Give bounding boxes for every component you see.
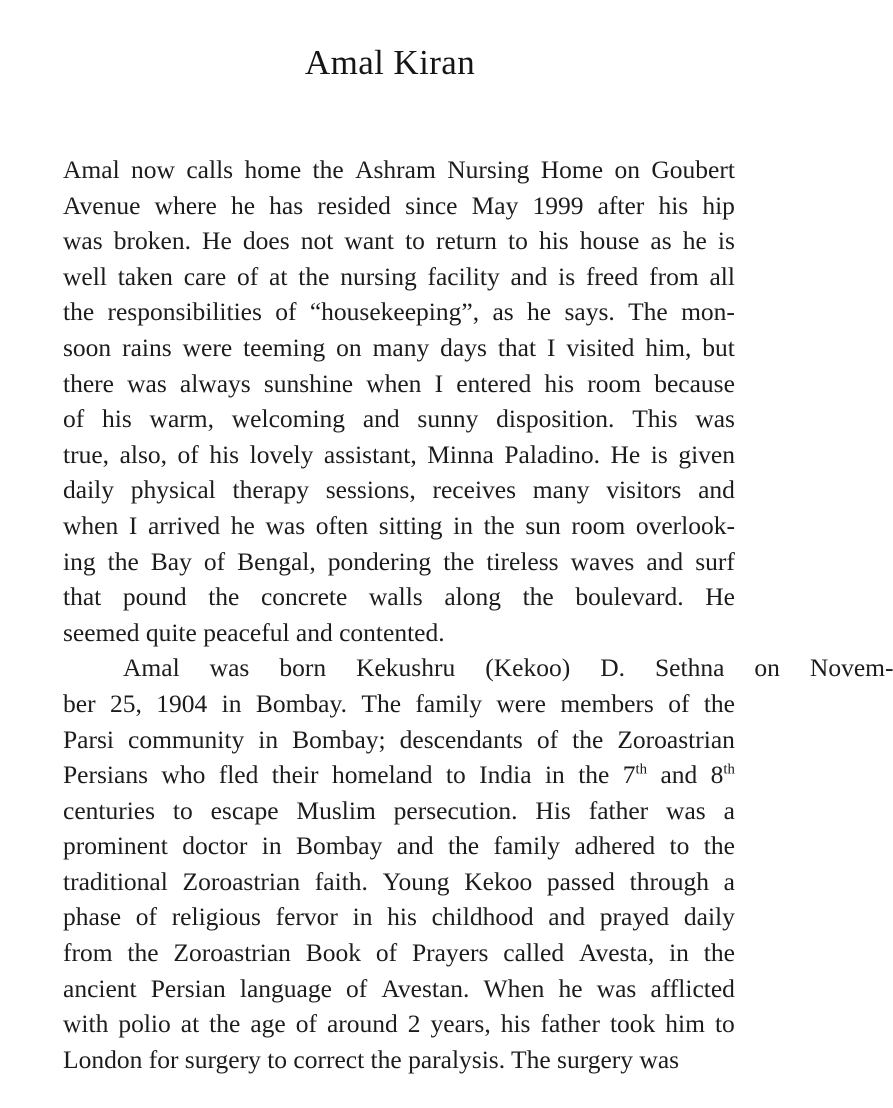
word: doctor — [182, 831, 248, 861]
text-line — [63, 828, 735, 864]
word: was — [695, 404, 735, 434]
word: 8th — [710, 760, 735, 790]
word: Bombay — [295, 831, 383, 861]
word: where — [154, 190, 217, 220]
text-line — [63, 330, 735, 366]
word: with — [63, 1009, 109, 1039]
word: He — [610, 439, 641, 469]
word: given — [678, 439, 735, 469]
word: therapy — [232, 475, 309, 505]
word: Nursing — [447, 155, 530, 184]
word: Zoroastrian — [182, 866, 301, 896]
word: fervor — [275, 902, 338, 932]
word: Goubert — [651, 155, 735, 184]
text-line — [63, 757, 735, 793]
word: after — [597, 190, 645, 220]
word: Novem- — [809, 653, 893, 683]
word: but — [702, 332, 735, 362]
word: as — [492, 297, 514, 327]
word: assistant, — [323, 439, 417, 469]
word: he — [558, 973, 583, 1003]
word: many — [532, 475, 590, 505]
word: sitting — [378, 510, 443, 540]
word: Kekoo — [464, 866, 533, 896]
text-line — [63, 508, 735, 544]
word: room — [571, 510, 626, 540]
word: the — [63, 297, 95, 327]
word: Home — [540, 155, 604, 184]
word: in — [258, 724, 279, 754]
text-line — [63, 472, 735, 508]
text-line: seemed quite peaceful and contented. — [63, 617, 445, 647]
word: resided — [317, 190, 391, 220]
word: is — [558, 261, 576, 291]
word: now — [131, 155, 175, 184]
word: Bombay; — [292, 724, 386, 754]
text-line — [63, 188, 735, 224]
word: the — [298, 261, 330, 291]
word: ancient — [63, 973, 137, 1003]
word: language — [239, 973, 332, 1003]
word: calls — [186, 155, 234, 184]
word: years, — [430, 1009, 491, 1039]
word: soon — [63, 332, 112, 362]
word: Bengal, — [237, 546, 316, 576]
word: the — [572, 724, 604, 754]
word: a — [723, 866, 735, 896]
text-line — [63, 152, 735, 188]
word: boulevard. — [575, 582, 684, 612]
word: ing — [63, 546, 96, 576]
word: and — [548, 902, 586, 932]
word: the — [312, 155, 344, 184]
word: visited — [566, 332, 635, 362]
word: adhered — [574, 831, 656, 861]
word: on — [336, 332, 362, 362]
word: his — [658, 190, 689, 220]
word: This — [632, 404, 678, 434]
word: were — [182, 332, 233, 362]
word: phase — [63, 902, 122, 932]
word: descendants — [399, 724, 523, 754]
word: 7th — [622, 760, 648, 790]
word: the — [703, 831, 735, 861]
word: walls — [368, 582, 423, 612]
word: and — [396, 831, 434, 861]
word: mon- — [681, 297, 735, 327]
text-line — [63, 223, 735, 259]
word: called — [503, 938, 565, 968]
word: many — [372, 332, 430, 362]
word: him, — [645, 332, 692, 362]
word: father — [588, 795, 649, 825]
word: his — [387, 902, 417, 932]
word: sunny — [417, 404, 479, 434]
word: centuries — [63, 795, 156, 825]
word: Bay — [150, 546, 192, 576]
word: fled — [218, 760, 259, 790]
word: Amal — [123, 653, 180, 683]
word: broken. — [113, 226, 191, 256]
word: Amal — [63, 155, 120, 184]
word: along — [444, 582, 501, 612]
word: Avesta, — [578, 938, 655, 968]
word: of — [375, 938, 398, 968]
word: he — [230, 510, 255, 540]
word: and — [510, 261, 548, 291]
word: that — [63, 582, 102, 612]
word: Paladino. — [504, 439, 600, 469]
word: physical — [130, 475, 216, 505]
word: community — [128, 724, 245, 754]
word: Ashram — [355, 155, 436, 184]
word: facility — [427, 261, 500, 291]
word: the — [447, 831, 480, 861]
word: India — [479, 760, 532, 790]
word: homeland — [331, 760, 433, 790]
word: was — [666, 795, 706, 825]
word: at — [269, 261, 288, 291]
word: of — [63, 404, 85, 434]
word: escape — [210, 795, 279, 825]
word: faith. — [314, 866, 368, 896]
word: care — [183, 261, 227, 291]
word: to — [172, 795, 193, 825]
word: him — [665, 1009, 705, 1039]
word: his — [544, 368, 575, 398]
paragraph-2 — [63, 650, 893, 1077]
word: I — [546, 332, 556, 362]
text-line — [63, 971, 735, 1007]
word: sunshine — [263, 368, 354, 398]
word: who — [161, 760, 206, 790]
text-line — [63, 544, 735, 580]
text-line — [63, 259, 735, 295]
word: Bombay. — [255, 688, 347, 718]
word: as — [650, 226, 672, 256]
word: in — [221, 688, 242, 718]
word: hip — [702, 190, 735, 220]
word: does — [242, 226, 290, 256]
word: the — [107, 546, 139, 576]
text-line: London for surgery to correct the paralysis. The surgery was — [63, 1044, 680, 1074]
word: Minna — [427, 439, 494, 469]
text-line — [63, 722, 735, 758]
word: ber — [63, 688, 96, 718]
text-line — [63, 437, 735, 473]
word: in — [669, 938, 689, 968]
word: his — [500, 1009, 531, 1039]
word: he — [230, 190, 256, 220]
word: father — [540, 1009, 600, 1039]
word: teeming — [243, 332, 326, 362]
word: D. — [600, 653, 625, 683]
word: Prayers — [411, 938, 489, 968]
word: was — [209, 653, 250, 683]
word: welcoming — [231, 404, 346, 434]
word: want — [344, 226, 394, 256]
word: on — [754, 653, 780, 683]
word: I — [434, 368, 444, 398]
text-line — [63, 793, 735, 829]
word: to — [714, 1009, 735, 1039]
word: sun — [525, 510, 561, 540]
word: His — [535, 795, 571, 825]
text-line — [63, 935, 735, 971]
word: also, — [119, 439, 168, 469]
word: the — [522, 582, 554, 612]
word: surf — [695, 546, 735, 576]
word: of — [346, 973, 368, 1003]
word: the — [127, 938, 159, 968]
word: He — [705, 582, 735, 612]
ordinal-superscript: th — [635, 761, 648, 778]
word: arrived — [147, 510, 221, 540]
word: traditional — [63, 866, 168, 896]
word: pound — [122, 582, 187, 612]
word: was — [265, 510, 306, 540]
word: Zoroastrian — [617, 724, 735, 754]
word: and — [660, 760, 698, 790]
word: disposition. — [496, 404, 615, 434]
text-line — [63, 1006, 735, 1042]
word: the — [443, 546, 475, 576]
ordinal-superscript: th — [723, 761, 735, 778]
word: 2 — [407, 1009, 421, 1039]
word: responsibilities — [107, 297, 262, 327]
word: all — [709, 261, 735, 291]
word: daily — [683, 902, 735, 932]
word: because — [654, 368, 735, 398]
word: often — [315, 510, 369, 540]
word: well — [63, 261, 107, 291]
word: the — [209, 1009, 241, 1039]
word: return — [436, 226, 497, 256]
text-line — [63, 899, 735, 935]
word: is — [717, 226, 735, 256]
word: He — [202, 226, 232, 256]
word: of — [536, 724, 559, 754]
word: was — [596, 973, 637, 1003]
word: afflicted — [650, 973, 735, 1003]
word: took — [609, 1009, 656, 1039]
word: were — [496, 688, 546, 718]
word: house — [579, 226, 640, 256]
word: of — [177, 439, 199, 469]
text-line — [63, 401, 735, 437]
word: to — [669, 831, 690, 861]
word: of — [236, 261, 259, 291]
word: overlook- — [635, 510, 735, 540]
word: religious — [171, 902, 261, 932]
word: freed — [585, 261, 639, 291]
word: there — [63, 368, 114, 398]
word: tireless — [486, 546, 559, 576]
word: home — [244, 155, 302, 184]
word: of — [668, 688, 690, 718]
word: taken — [117, 261, 173, 291]
word: his — [102, 404, 132, 434]
word: Young — [382, 866, 450, 896]
word: in — [544, 760, 565, 790]
word: family — [415, 688, 482, 718]
word: (Kekoo) — [485, 653, 571, 683]
word: to — [445, 760, 466, 790]
paragraph-1 — [63, 152, 735, 650]
word: when — [366, 368, 422, 398]
word: his — [209, 439, 240, 469]
word: since — [405, 190, 458, 220]
word: childhood — [431, 902, 534, 932]
word: he — [682, 226, 707, 256]
word: prominent — [63, 831, 168, 861]
word: age — [250, 1009, 286, 1039]
word: When — [483, 973, 545, 1003]
word: room — [587, 368, 642, 398]
word: sessions, — [325, 475, 416, 505]
word: 25, — [109, 688, 142, 718]
word: “housekeeping”, — [309, 297, 480, 327]
word: days — [440, 332, 487, 362]
word: to — [508, 226, 528, 256]
word: that — [497, 332, 537, 362]
word: of — [295, 1009, 317, 1039]
word: is — [650, 439, 668, 469]
word: entered — [456, 368, 532, 398]
word: at — [180, 1009, 200, 1039]
word: in — [261, 831, 282, 861]
word: Sethna — [655, 653, 725, 683]
word: on — [614, 155, 640, 184]
word: in — [453, 510, 473, 540]
word: born — [279, 653, 327, 683]
word: Persian — [150, 973, 226, 1003]
word: of — [203, 546, 226, 576]
word: the — [703, 938, 735, 968]
word: nursing — [340, 261, 417, 291]
word: Kekushru — [356, 653, 456, 683]
word: Avenue — [63, 190, 141, 220]
word: persecution. — [393, 795, 518, 825]
word: his — [538, 226, 569, 256]
text-line — [63, 686, 735, 722]
word: of — [275, 297, 297, 327]
word: daily — [63, 475, 114, 505]
word: polio — [118, 1009, 171, 1039]
word: of — [135, 902, 157, 932]
word: concrete — [260, 582, 348, 612]
word: Parsi — [63, 724, 114, 754]
word: The — [628, 297, 668, 327]
word: around — [326, 1009, 398, 1039]
word: pondering — [327, 546, 432, 576]
word: May — [471, 190, 519, 220]
word: and — [698, 475, 735, 505]
word: visitors — [606, 475, 682, 505]
word: true, — [63, 439, 110, 469]
word: lovely — [249, 439, 314, 469]
word: Book — [305, 938, 362, 968]
word: says. — [564, 297, 615, 327]
word: the — [208, 582, 240, 612]
word: from — [649, 261, 699, 291]
word: Zoroastrian — [173, 938, 291, 968]
word: I — [128, 510, 138, 540]
word: a — [723, 795, 735, 825]
text-line — [63, 579, 735, 615]
word: the — [483, 510, 515, 540]
word: through — [629, 866, 709, 896]
word: he — [527, 297, 552, 327]
word: not — [300, 226, 334, 256]
word: 1904 — [156, 688, 208, 718]
word: Persians — [63, 760, 148, 790]
text-line — [63, 294, 735, 330]
word: family — [493, 831, 561, 861]
word: and — [646, 546, 684, 576]
word: their — [271, 760, 319, 790]
word: has — [269, 190, 304, 220]
word: always — [179, 368, 251, 398]
word: the — [703, 688, 735, 718]
word: passed — [546, 866, 615, 896]
word: Avestan. — [381, 973, 470, 1003]
word: when — [63, 510, 119, 540]
word: was — [127, 368, 167, 398]
text-line — [63, 366, 735, 402]
word: warm, — [149, 404, 214, 434]
word: prayed — [599, 902, 670, 932]
word: The — [361, 688, 402, 718]
body-text-block — [63, 152, 893, 1077]
word: in — [352, 902, 373, 932]
word: receives — [432, 475, 517, 505]
text-line — [63, 650, 893, 686]
word: was — [63, 226, 103, 256]
word: Muslim — [296, 795, 376, 825]
page-title: Amal Kiran — [304, 43, 476, 82]
word: waves — [570, 546, 635, 576]
text-line — [63, 864, 735, 900]
word: from — [63, 938, 113, 968]
word: 1999 — [532, 190, 584, 220]
word: members — [560, 688, 654, 718]
word: and — [362, 404, 400, 434]
word: to — [405, 226, 425, 256]
word: rains — [122, 332, 172, 362]
word: the — [578, 760, 610, 790]
